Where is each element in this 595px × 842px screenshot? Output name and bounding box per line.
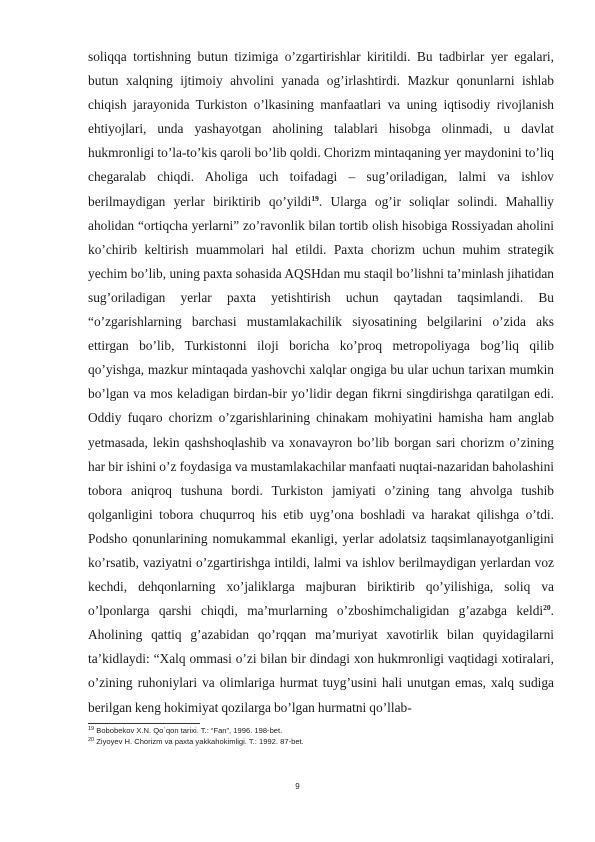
footnote-20	[88, 736, 554, 747]
footnote-number: 20	[88, 736, 95, 743]
footnote-divider	[88, 723, 200, 724]
text-segment-1: soliqqa tortishning butun tizimiga o’zgartirishlar kiritildi. Bu tadbirlar yer egalari, butun xalqning ijtimoiy ahvolini yanada og’irlashtirdi. Mazkur qonunlarni ishlab chiqish jarayonida Turkiston o’lkasining manfaatlari va uning iqtisodiy rivojlanish ehtiyojlari, unda yashayotgan aholining talablari hisobga olinmadi, u davlat hukmronligi to’la-to’kis qaroli bo’lib qoldi. Chorizm mintaqaning yer maydonini to’liq chegaralab chiqdi. Aholiga uch toifadagi – sug’oriladigan, lalmi va ishlov berilmaydigan yerlar biriktirib qo’yildi	[88, 49, 554, 209]
footnotes	[88, 725, 554, 747]
footnote-ref-20[interactable]: 20	[543, 603, 551, 613]
footnote-text: Ziyoyev H. Chorizm va paxta yakkahokimligi. T.: 1992. 87-bet.	[96, 736, 304, 746]
body-paragraph	[88, 45, 554, 720]
page-number: 9	[295, 782, 300, 791]
text-segment-2: . Ularga og’ir soliqlar solindi. Mahalliy aholidan “ortiqcha yerlarni” zo’ravonlik bilan tortib olish hisobiga Rossiyadan aholini ko’chirib keltirish muammolari hal etildi. Paxta chorizm uchun muhim strategik yechim bo’lib, uning paxta sohasida AQSHdan mu staqil bo’lishni ta’minlash jihatidan sug’oriladigan yerlar paxta yetishtirish uchun qaytadan taqsimlandi. Bu “o’zgarishlarning barchasi mustamlakachilik siyosatining belgilarini o’zida aks ettirgan bo’lib, Turkistonni iloji boricha ko’proq metropoliyaga bog’liq qilib qo’yishga, mazkur mintaqada yashovchi xalqlar ongiga bu ular uchun tarixan mumkin bo’lgan va mos keladigan birdan-bir yo’lidir degan fikrni singdirishga qaratilgan edi. Oddiy fuqaro chorizm o’zgarishlarining chinakam mohiyatini hamisha ham anglab yetmasada, lekin qashshoqlashib va xonavayron bo’lib borgan sari chorizm o’zining har bir ishini o’z foydasiga va mustamlakachilar manfaati nuqtai-nazaridan baholashini tobora aniqroq tushuna bordi. Turkiston jamiyati o’zining tang ahvolga tushib qolganligini tobora chuqurroq his etib uyg’ona boshladi va harakat qilishga o’tdi. Podsho qonunlarining nomukammal ekanligi, yerlar adolatsiz taqsimlanayotganligini ko’rsatib, vaziyatni o’zgartirishga intildi, lalmi va ishlov berilmaydigan yerlardan voz kechdi, dehqonlarning xo’jaliklarga majburan biriktirib qo’yilishiga, soliq va o’lponlarga qarshi chiqdi, ma’murlarning o’zboshimchaligidan g’azabga keldi	[88, 193, 555, 619]
footnote-19	[88, 725, 554, 736]
footnote-text: Bobobekov X.N. Qo`qon tarixi. T.: “Fan”, 1996. 198-bet.	[96, 725, 283, 735]
page-content	[88, 45, 554, 747]
footnote-ref-19[interactable]: 19	[311, 193, 319, 203]
footnote-number: 19	[88, 725, 95, 732]
text-segment-3: . Aholining qattiq g’azabidan qo’rqqan ma’muriyat xavotirlik bilan quyidagilarni ta’kidlaydi: “Xalq ommasi o’zi bilan bir dindagi xon hukmronligi vaqtidagi xotiralari, o’zining ruhoniylari va olimlariga hurmat tuyg’usini hali unutgan emas, xalq sudiga berilgan keng hokimiyat qozilarga bo’lgan hurmatni qo’llab-	[88, 603, 554, 715]
